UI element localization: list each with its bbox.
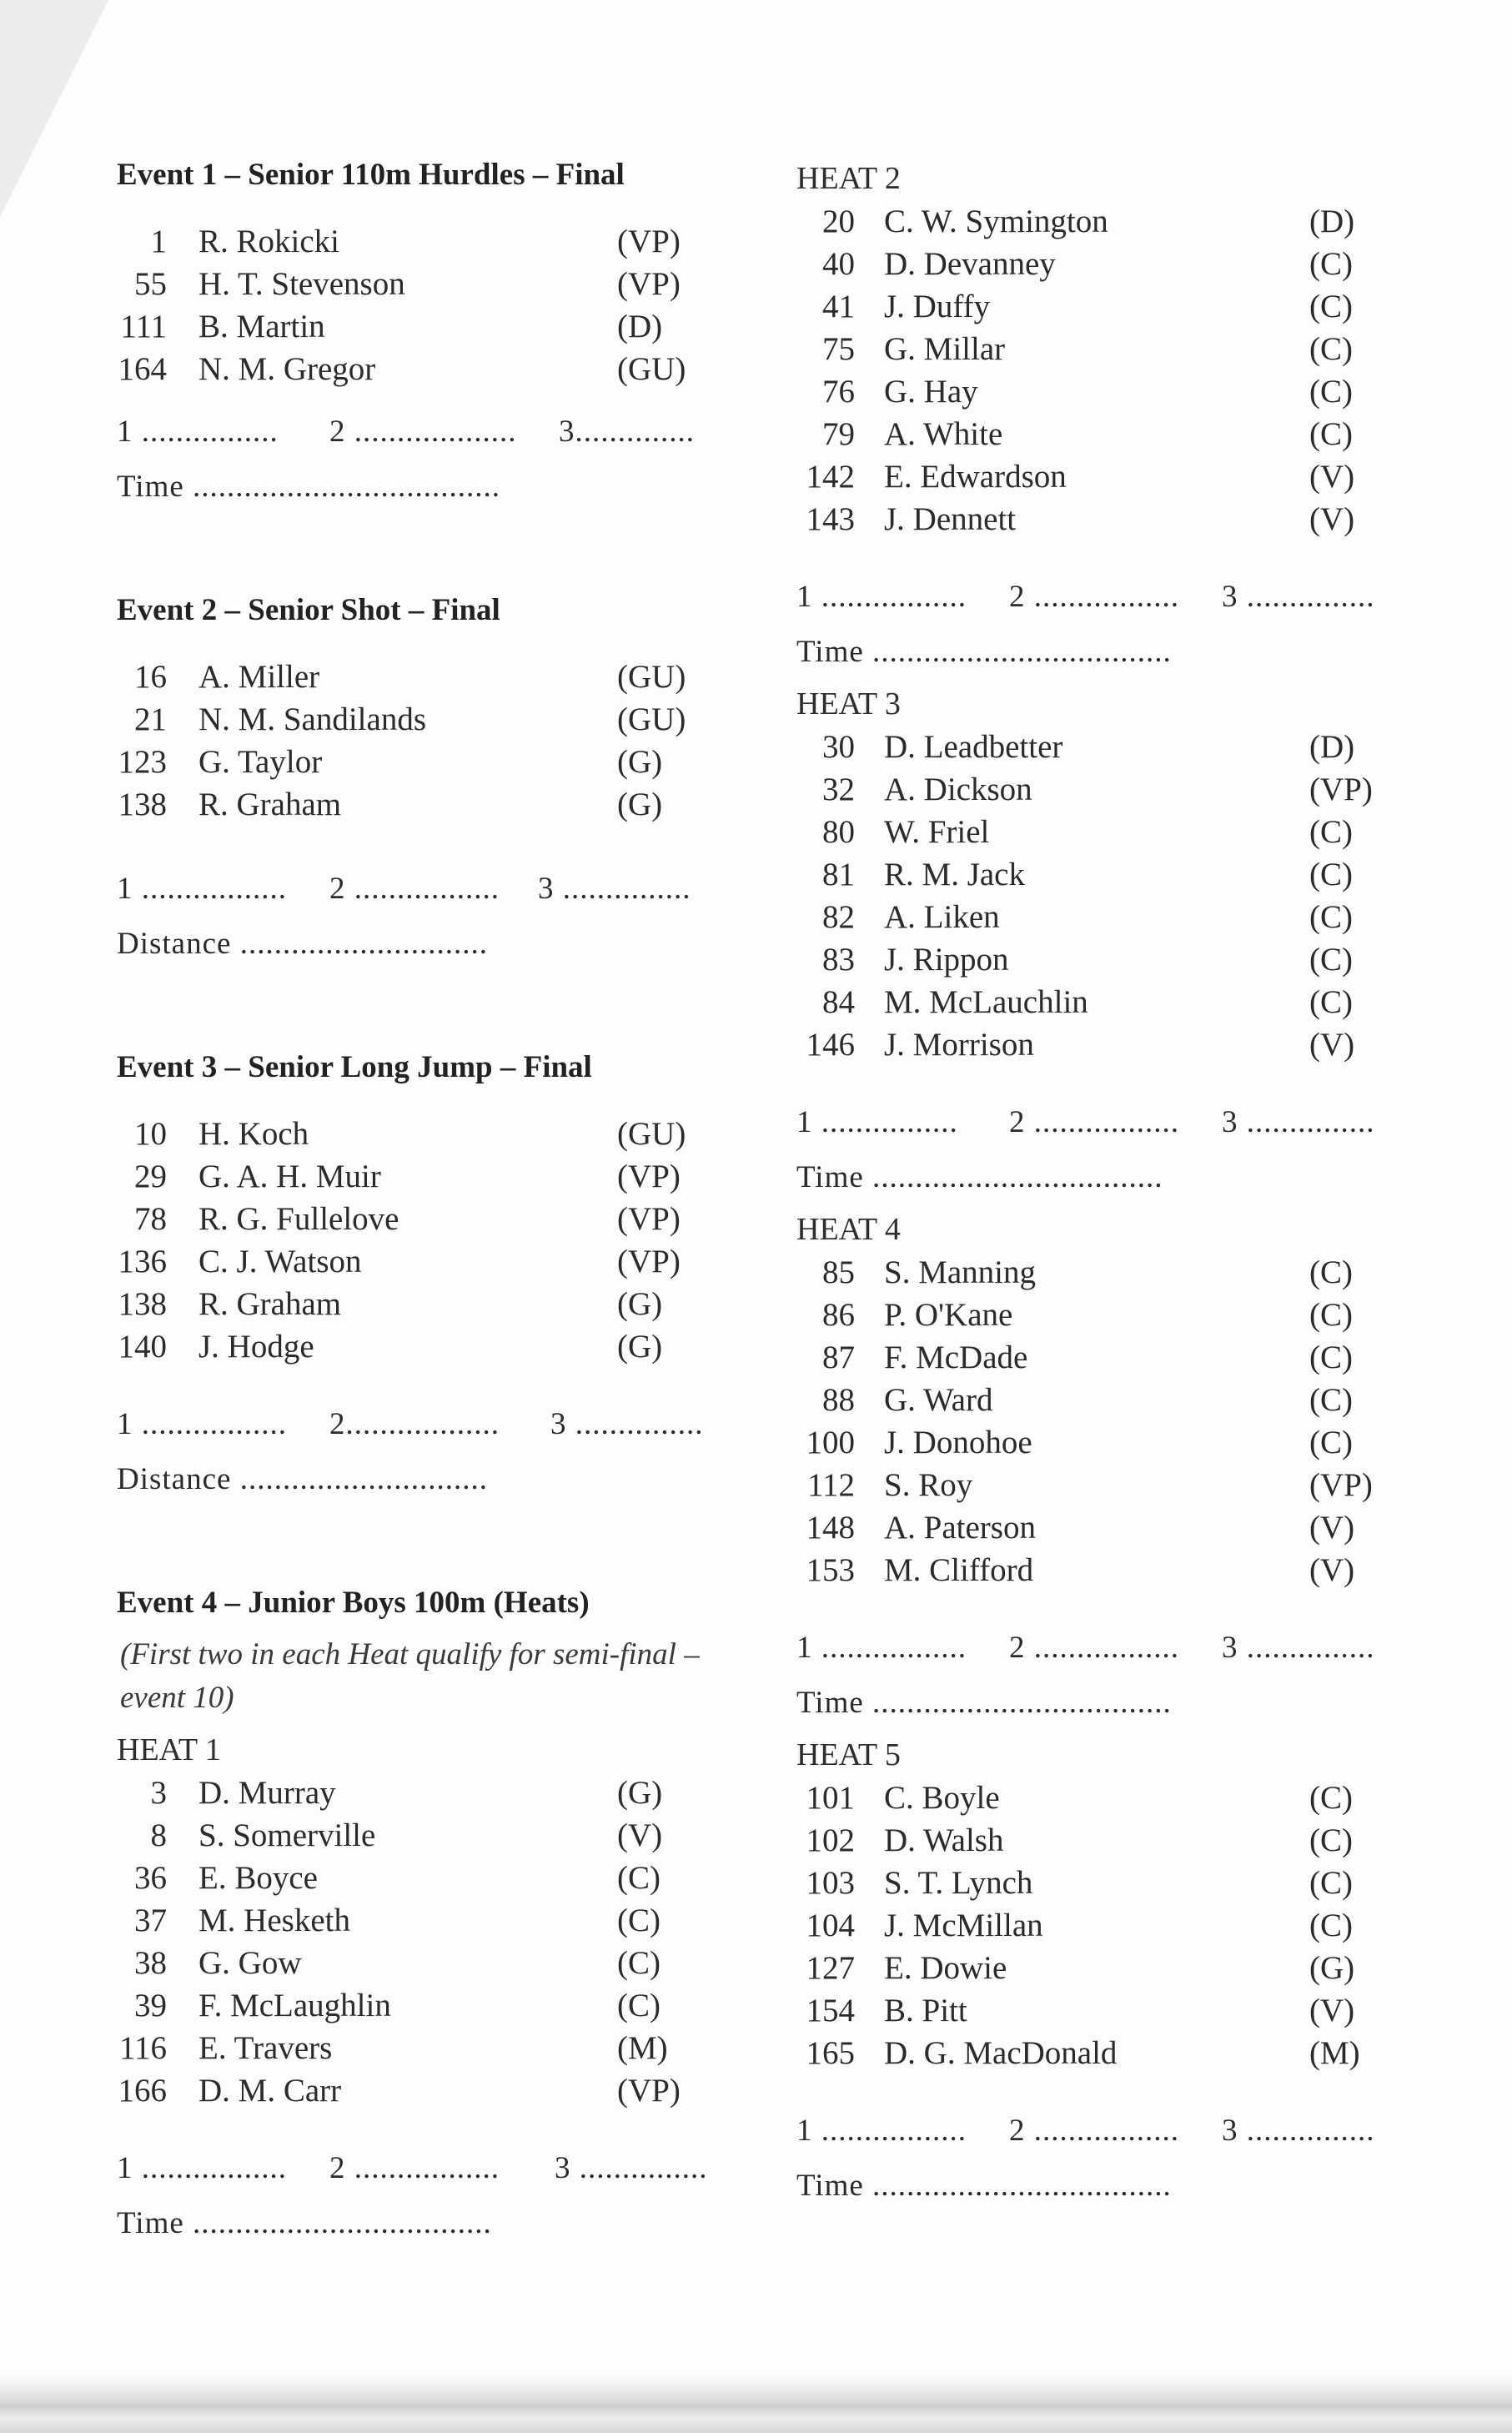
competitor-club: (GU) (617, 659, 686, 695)
heat-1-entries (117, 1772, 734, 2112)
competitor-number: 29 (134, 1159, 167, 1194)
place-2-blank: 2.................. (329, 1407, 500, 1441)
entry-row (117, 656, 734, 698)
competitor-name: F. McLaughlin (198, 1988, 391, 2023)
competitor-club: (D) (1309, 729, 1355, 765)
entry-row (796, 1947, 1430, 1989)
competitor-name: E. Boyce (198, 1860, 318, 1896)
time-blank: Time ................................... (117, 2206, 492, 2240)
competitor-name: A. Paterson (884, 1510, 1036, 1546)
entry-row (796, 200, 1430, 243)
entry-row (796, 1336, 1430, 1379)
competitor-number: 127 (806, 1950, 855, 1986)
placings-line (796, 2108, 1430, 2154)
entry-row (796, 285, 1430, 328)
competitor-name: R. Graham (198, 1286, 342, 1322)
event-1-title: Event 1 – Senior 110m Hurdles – Final (117, 158, 625, 192)
placings-line (796, 1625, 1430, 1671)
competitor-name: J. Hodge (198, 1329, 314, 1365)
competitor-club: (V) (1309, 1027, 1355, 1063)
competitor-number: 140 (118, 1329, 167, 1365)
competitor-club: (C) (1309, 1908, 1353, 1943)
competitor-number: 20 (822, 204, 855, 239)
competitor-number: 79 (822, 416, 855, 452)
competitor-number: 112 (806, 1467, 855, 1503)
competitor-name: P. O'Kane (884, 1297, 1013, 1333)
entry-row (796, 726, 1430, 768)
competitor-number: 111 (120, 309, 167, 344)
competitor-club: (C) (1309, 374, 1353, 410)
entry-row (796, 1379, 1430, 1421)
competitor-number: 153 (806, 1552, 855, 1588)
heat-2-label: HEAT 2 (796, 161, 901, 196)
competitor-number: 40 (822, 246, 855, 282)
entry-row (117, 1155, 734, 1198)
heat-5-section (796, 1733, 1430, 2209)
competitor-number: 83 (822, 942, 855, 978)
entry-row (796, 1819, 1430, 1862)
place-3-blank: 3 ............... (550, 1407, 704, 1441)
entry-row (796, 938, 1430, 981)
place-1-blank: 1 ................. (117, 2151, 287, 2185)
time-blank: Time .................................. (796, 1160, 1163, 1194)
competitor-name: G. Ward (884, 1382, 993, 1418)
place-2-blank: 2 ................. (1009, 1631, 1179, 1665)
competitor-club: (C) (1309, 1822, 1353, 1858)
competitor-number: 85 (822, 1254, 855, 1290)
event-4-title: Event 4 – Junior Boys 100m (Heats) (117, 1586, 590, 1620)
competitor-club: (C) (617, 1860, 661, 1896)
event-4-note: (First two in each Heat qualify for semi-final – event 10) (120, 1637, 700, 1715)
place-2-blank: 2 ................. (329, 872, 500, 906)
entry-row (796, 1777, 1430, 1819)
heat-5-entries (796, 1777, 1430, 2074)
competitor-number: 21 (134, 701, 167, 737)
place-3-blank: 3 ............... (1222, 1631, 1375, 1665)
time-blank: Time ................................... (796, 635, 1172, 669)
entry-row (796, 413, 1430, 455)
competitor-name: C. J. Watson (198, 1244, 362, 1279)
competitor-number: 165 (806, 2035, 855, 2071)
entry-row (117, 1240, 734, 1283)
competitor-number: 138 (118, 787, 167, 822)
place-1-blank: 1 ................. (796, 1631, 967, 1665)
competitor-name: D. Leadbetter (884, 729, 1063, 765)
competitor-name: D. M. Carr (198, 2073, 342, 2109)
entry-row (796, 455, 1430, 498)
competitor-name: M. Hesketh (198, 1903, 350, 1938)
competitor-club: (C) (1309, 1425, 1353, 1460)
competitor-name: R. Graham (198, 787, 342, 822)
competitor-club: (V) (617, 1817, 663, 1853)
competitor-club: (G) (617, 1286, 663, 1322)
competitor-club: (VP) (617, 1201, 681, 1237)
heat-3-entries (796, 726, 1430, 1066)
heat-3-label: HEAT 3 (796, 686, 901, 721)
competitor-number: 30 (822, 729, 855, 765)
competitor-name: M. McLauchlin (884, 984, 1088, 1020)
place-3-blank: 3 ............... (555, 2151, 708, 2185)
competitor-number: 104 (806, 1908, 855, 1943)
competitor-name: G. Gow (198, 1945, 302, 1981)
competitor-club: (V) (1309, 459, 1355, 495)
competitor-number: 41 (822, 289, 855, 324)
competitor-club: (C) (617, 1988, 661, 2023)
entry-row (796, 243, 1430, 285)
entry-row (117, 2027, 734, 2069)
competitor-club: (G) (1309, 1950, 1355, 1986)
placings-line (796, 574, 1430, 621)
competitor-club: (C) (1309, 289, 1353, 324)
competitor-club: (VP) (617, 224, 681, 259)
competitor-club: (V) (1309, 1993, 1355, 2028)
competitor-club: (VP) (617, 1244, 681, 1279)
competitor-club: (G) (617, 787, 663, 822)
entry-row (117, 1984, 734, 2027)
competitor-club: (G) (617, 744, 663, 780)
entry-row (117, 1113, 734, 1155)
place-1-blank: 1 ................. (796, 580, 967, 614)
competitor-number: 101 (806, 1780, 855, 1816)
entry-row (117, 1325, 734, 1368)
entry-row (796, 1251, 1430, 1294)
competitor-name: A. Liken (884, 899, 1000, 935)
competitor-name: R. G. Fullelove (198, 1201, 399, 1237)
entry-row (796, 1862, 1430, 1904)
event-2-entries (117, 656, 734, 826)
competitor-number: 86 (822, 1297, 855, 1333)
competitor-name: B. Martin (198, 309, 325, 344)
competitor-number: 78 (134, 1201, 167, 1237)
competitor-number: 138 (118, 1286, 167, 1322)
competitor-club: (V) (1309, 1552, 1355, 1588)
competitor-club: (C) (1309, 1382, 1353, 1418)
competitor-name: H. Koch (198, 1116, 309, 1152)
competitor-number: 87 (822, 1340, 855, 1375)
placings-line (117, 2145, 734, 2192)
entry-row (796, 2032, 1430, 2074)
competitor-name: D. Devanney (884, 246, 1056, 282)
competitor-number: 36 (134, 1860, 167, 1896)
event-1-entries (117, 220, 734, 390)
entry-row (796, 1023, 1430, 1066)
competitor-club: (V) (1309, 1510, 1355, 1546)
competitor-number: 16 (134, 659, 167, 695)
competitor-number: 143 (806, 501, 855, 537)
competitor-club: (M) (617, 2030, 668, 2066)
entry-row (796, 1549, 1430, 1591)
entry-row (796, 370, 1430, 413)
place-3-blank: 3 ............... (1222, 580, 1375, 614)
competitor-name: J. Donohoe (884, 1425, 1032, 1460)
entry-row (117, 348, 734, 390)
entry-row (796, 768, 1430, 811)
entry-row (796, 498, 1430, 540)
competitor-number: 10 (134, 1116, 167, 1152)
entry-row (796, 1464, 1430, 1506)
competitor-number: 32 (822, 772, 855, 807)
competitor-club: (C) (1309, 416, 1353, 452)
competitor-name: D. Walsh (884, 1822, 1004, 1858)
competitor-number: 76 (822, 374, 855, 410)
competitor-number: 123 (118, 744, 167, 780)
competitor-number: 8 (150, 1817, 167, 1853)
heat-1-label: HEAT 1 (117, 1732, 221, 1767)
competitor-club: (G) (617, 1329, 663, 1365)
competitor-name: A. White (884, 416, 1003, 452)
competitor-name: W. Friel (884, 814, 990, 850)
event-3-title: Event 3 – Senior Long Jump – Final (117, 1050, 592, 1084)
place-1-blank: 1 ................. (117, 1407, 287, 1441)
competitor-club: (C) (1309, 1865, 1353, 1901)
entry-row (117, 1772, 734, 1814)
entry-row (117, 263, 734, 305)
competitor-club: (VP) (617, 2073, 681, 2109)
placings-line (117, 1401, 734, 1448)
competitor-number: 80 (822, 814, 855, 850)
place-2-blank: 2 ................. (1009, 2114, 1179, 2148)
entry-row (796, 1904, 1430, 1947)
competitor-club: (G) (617, 1775, 663, 1811)
competitor-number: 102 (806, 1822, 855, 1858)
competitor-name: J. McMillan (884, 1908, 1043, 1943)
heat-5-label: HEAT 5 (796, 1737, 901, 1772)
competitor-club: (VP) (1309, 772, 1373, 807)
event-3-entries (117, 1113, 734, 1368)
competitor-number: 39 (134, 1988, 167, 2023)
placings-line (796, 1099, 1430, 1146)
entry-row (796, 811, 1430, 853)
competitor-name: E. Travers (198, 2030, 333, 2066)
event-4-section (117, 1578, 734, 2247)
page-bottom-edge (0, 2375, 1512, 2433)
entry-row (796, 981, 1430, 1023)
right-column (796, 157, 1430, 2209)
place-3-blank: 3.............. (559, 415, 695, 449)
competitor-number: 166 (118, 2073, 167, 2109)
place-2-blank: 2 ................. (1009, 580, 1179, 614)
competitor-club: (VP) (1309, 1467, 1373, 1503)
competitor-name: M. Clifford (884, 1552, 1034, 1588)
competitor-name: E. Edwardson (884, 459, 1067, 495)
entry-row (117, 741, 734, 783)
competitor-club: (C) (617, 1903, 661, 1938)
place-2-blank: 2 ................. (329, 2151, 500, 2185)
competitor-name: C. Boyle (884, 1780, 1000, 1816)
entry-row (117, 1857, 734, 1899)
competitor-name: S. Manning (884, 1254, 1037, 1290)
competitor-name: G. A. H. Muir (198, 1159, 381, 1194)
competitor-club: (C) (1309, 331, 1353, 367)
heat-2-entries (796, 200, 1430, 540)
heat-3-section (796, 682, 1430, 1201)
place-3-blank: 3 ............... (538, 872, 691, 906)
place-3-blank: 3 ............... (1222, 1105, 1375, 1139)
competitor-number: 82 (822, 899, 855, 935)
page-corner-fold (0, 0, 108, 217)
competitor-name: S. Roy (884, 1467, 973, 1503)
competitor-name: B. Pitt (884, 1993, 967, 2028)
place-1-blank: 1 ................ (117, 415, 279, 449)
entry-row (117, 1942, 734, 1984)
competitor-number: 88 (822, 1382, 855, 1418)
entry-row (796, 853, 1430, 896)
competitor-name: N. M. Sandilands (198, 701, 426, 737)
competitor-club: (C) (1309, 942, 1353, 978)
competitor-number: 75 (822, 331, 855, 367)
distance-blank: Distance ............................. (117, 1462, 488, 1496)
competitor-club: (C) (617, 1945, 661, 1981)
competitor-number: 1 (150, 224, 167, 259)
competitor-number: 38 (134, 1945, 167, 1981)
place-2-blank: 2 ................. (1009, 1105, 1179, 1139)
left-column (117, 150, 734, 2247)
entry-row (117, 698, 734, 741)
competitor-name: A. Miller (198, 659, 320, 695)
competitor-club: (C) (1309, 1297, 1353, 1333)
placings-line (117, 409, 734, 455)
entry-row (796, 1421, 1430, 1464)
competitor-name: J. Morrison (884, 1027, 1034, 1063)
competitor-name: N. M. Gregor (198, 351, 376, 387)
competitor-number: 142 (806, 459, 855, 495)
competitor-name: F. McDade (884, 1340, 1028, 1375)
competitor-name: J. Duffy (884, 289, 991, 324)
placings-line (117, 866, 734, 912)
competitor-name: D. Murray (198, 1775, 336, 1811)
competitor-number: 84 (822, 984, 855, 1020)
time-blank: Time ................................... (796, 2169, 1172, 2203)
place-2-blank: 2 ................... (329, 415, 517, 449)
entry-row (796, 1989, 1430, 2032)
distance-blank: Distance ............................. (117, 927, 488, 961)
time-blank: Time .................................... (117, 470, 501, 504)
competitor-club: (GU) (617, 351, 686, 387)
event-3-section (117, 1043, 734, 1503)
place-1-blank: 1 ................ (796, 1105, 958, 1139)
entry-row (117, 1814, 734, 1857)
entry-row (117, 2069, 734, 2112)
competitor-name: R. M. Jack (884, 857, 1025, 892)
time-blank: Time ................................... (796, 1686, 1172, 1720)
competitor-club: (D) (617, 309, 663, 344)
place-1-blank: 1 ................. (796, 2114, 967, 2148)
competitor-name: S. Somerville (198, 1817, 376, 1853)
competitor-number: 81 (822, 857, 855, 892)
competitor-club: (D) (1309, 204, 1355, 239)
competitor-name: G. Taylor (198, 744, 323, 780)
competitor-name: G. Millar (884, 331, 1006, 367)
competitor-club: (C) (1309, 1254, 1353, 1290)
competitor-club: (GU) (617, 701, 686, 737)
entry-row (796, 1506, 1430, 1549)
entry-row (117, 1899, 734, 1942)
entry-row (796, 1294, 1430, 1336)
competitor-club: (VP) (617, 1159, 681, 1194)
competitor-club: (GU) (617, 1116, 686, 1152)
entry-row (117, 220, 734, 263)
competitor-club: (M) (1309, 2035, 1360, 2071)
competitor-club: (C) (1309, 1340, 1353, 1375)
competitor-club: (C) (1309, 1780, 1353, 1816)
competitor-name: A. Dickson (884, 772, 1032, 807)
competitor-number: 3 (150, 1775, 167, 1811)
competitor-number: 116 (118, 2030, 167, 2066)
entry-row (796, 896, 1430, 938)
event-1-section (117, 150, 734, 510)
competitor-number: 55 (134, 266, 167, 302)
event-2-title: Event 2 – Senior Shot – Final (117, 593, 500, 627)
competitor-name: J. Rippon (884, 942, 1009, 978)
competitor-name: E. Dowie (884, 1950, 1007, 1986)
competitor-number: 154 (806, 1993, 855, 2028)
competitor-name: S. T. Lynch (884, 1865, 1033, 1901)
competitor-number: 103 (806, 1865, 855, 1901)
competitor-club: (C) (1309, 246, 1353, 282)
competitor-club: (VP) (617, 266, 681, 302)
competitor-name: R. Rokicki (198, 224, 340, 259)
competitor-number: 100 (806, 1425, 855, 1460)
heat-4-entries (796, 1251, 1430, 1591)
entry-row (117, 783, 734, 826)
entry-row (117, 305, 734, 348)
competitor-club: (C) (1309, 814, 1353, 850)
competitor-club: (C) (1309, 857, 1353, 892)
competitor-name: C. W. Symington (884, 204, 1108, 239)
competitor-name: H. T. Stevenson (198, 266, 405, 302)
competitor-club: (C) (1309, 984, 1353, 1020)
event-2-section (117, 586, 734, 968)
place-1-blank: 1 ................. (117, 872, 287, 906)
competitor-number: 148 (806, 1510, 855, 1546)
entry-row (117, 1283, 734, 1325)
competitor-number: 164 (118, 351, 167, 387)
entry-row (117, 1198, 734, 1240)
heat-2-section (796, 157, 1430, 676)
competitor-club: (C) (1309, 899, 1353, 935)
entry-row (796, 328, 1430, 370)
competitor-number: 146 (806, 1027, 855, 1063)
competitor-name: J. Dennett (884, 501, 1017, 537)
competitor-name: G. Hay (884, 374, 978, 410)
heat-4-label: HEAT 4 (796, 1212, 901, 1247)
place-3-blank: 3 ............... (1222, 2114, 1375, 2148)
competitor-number: 37 (134, 1903, 167, 1938)
heat-4-section (796, 1208, 1430, 1727)
competitor-name: D. G. MacDonald (884, 2035, 1118, 2071)
competitor-club: (V) (1309, 501, 1355, 537)
competitor-number: 136 (118, 1244, 167, 1279)
